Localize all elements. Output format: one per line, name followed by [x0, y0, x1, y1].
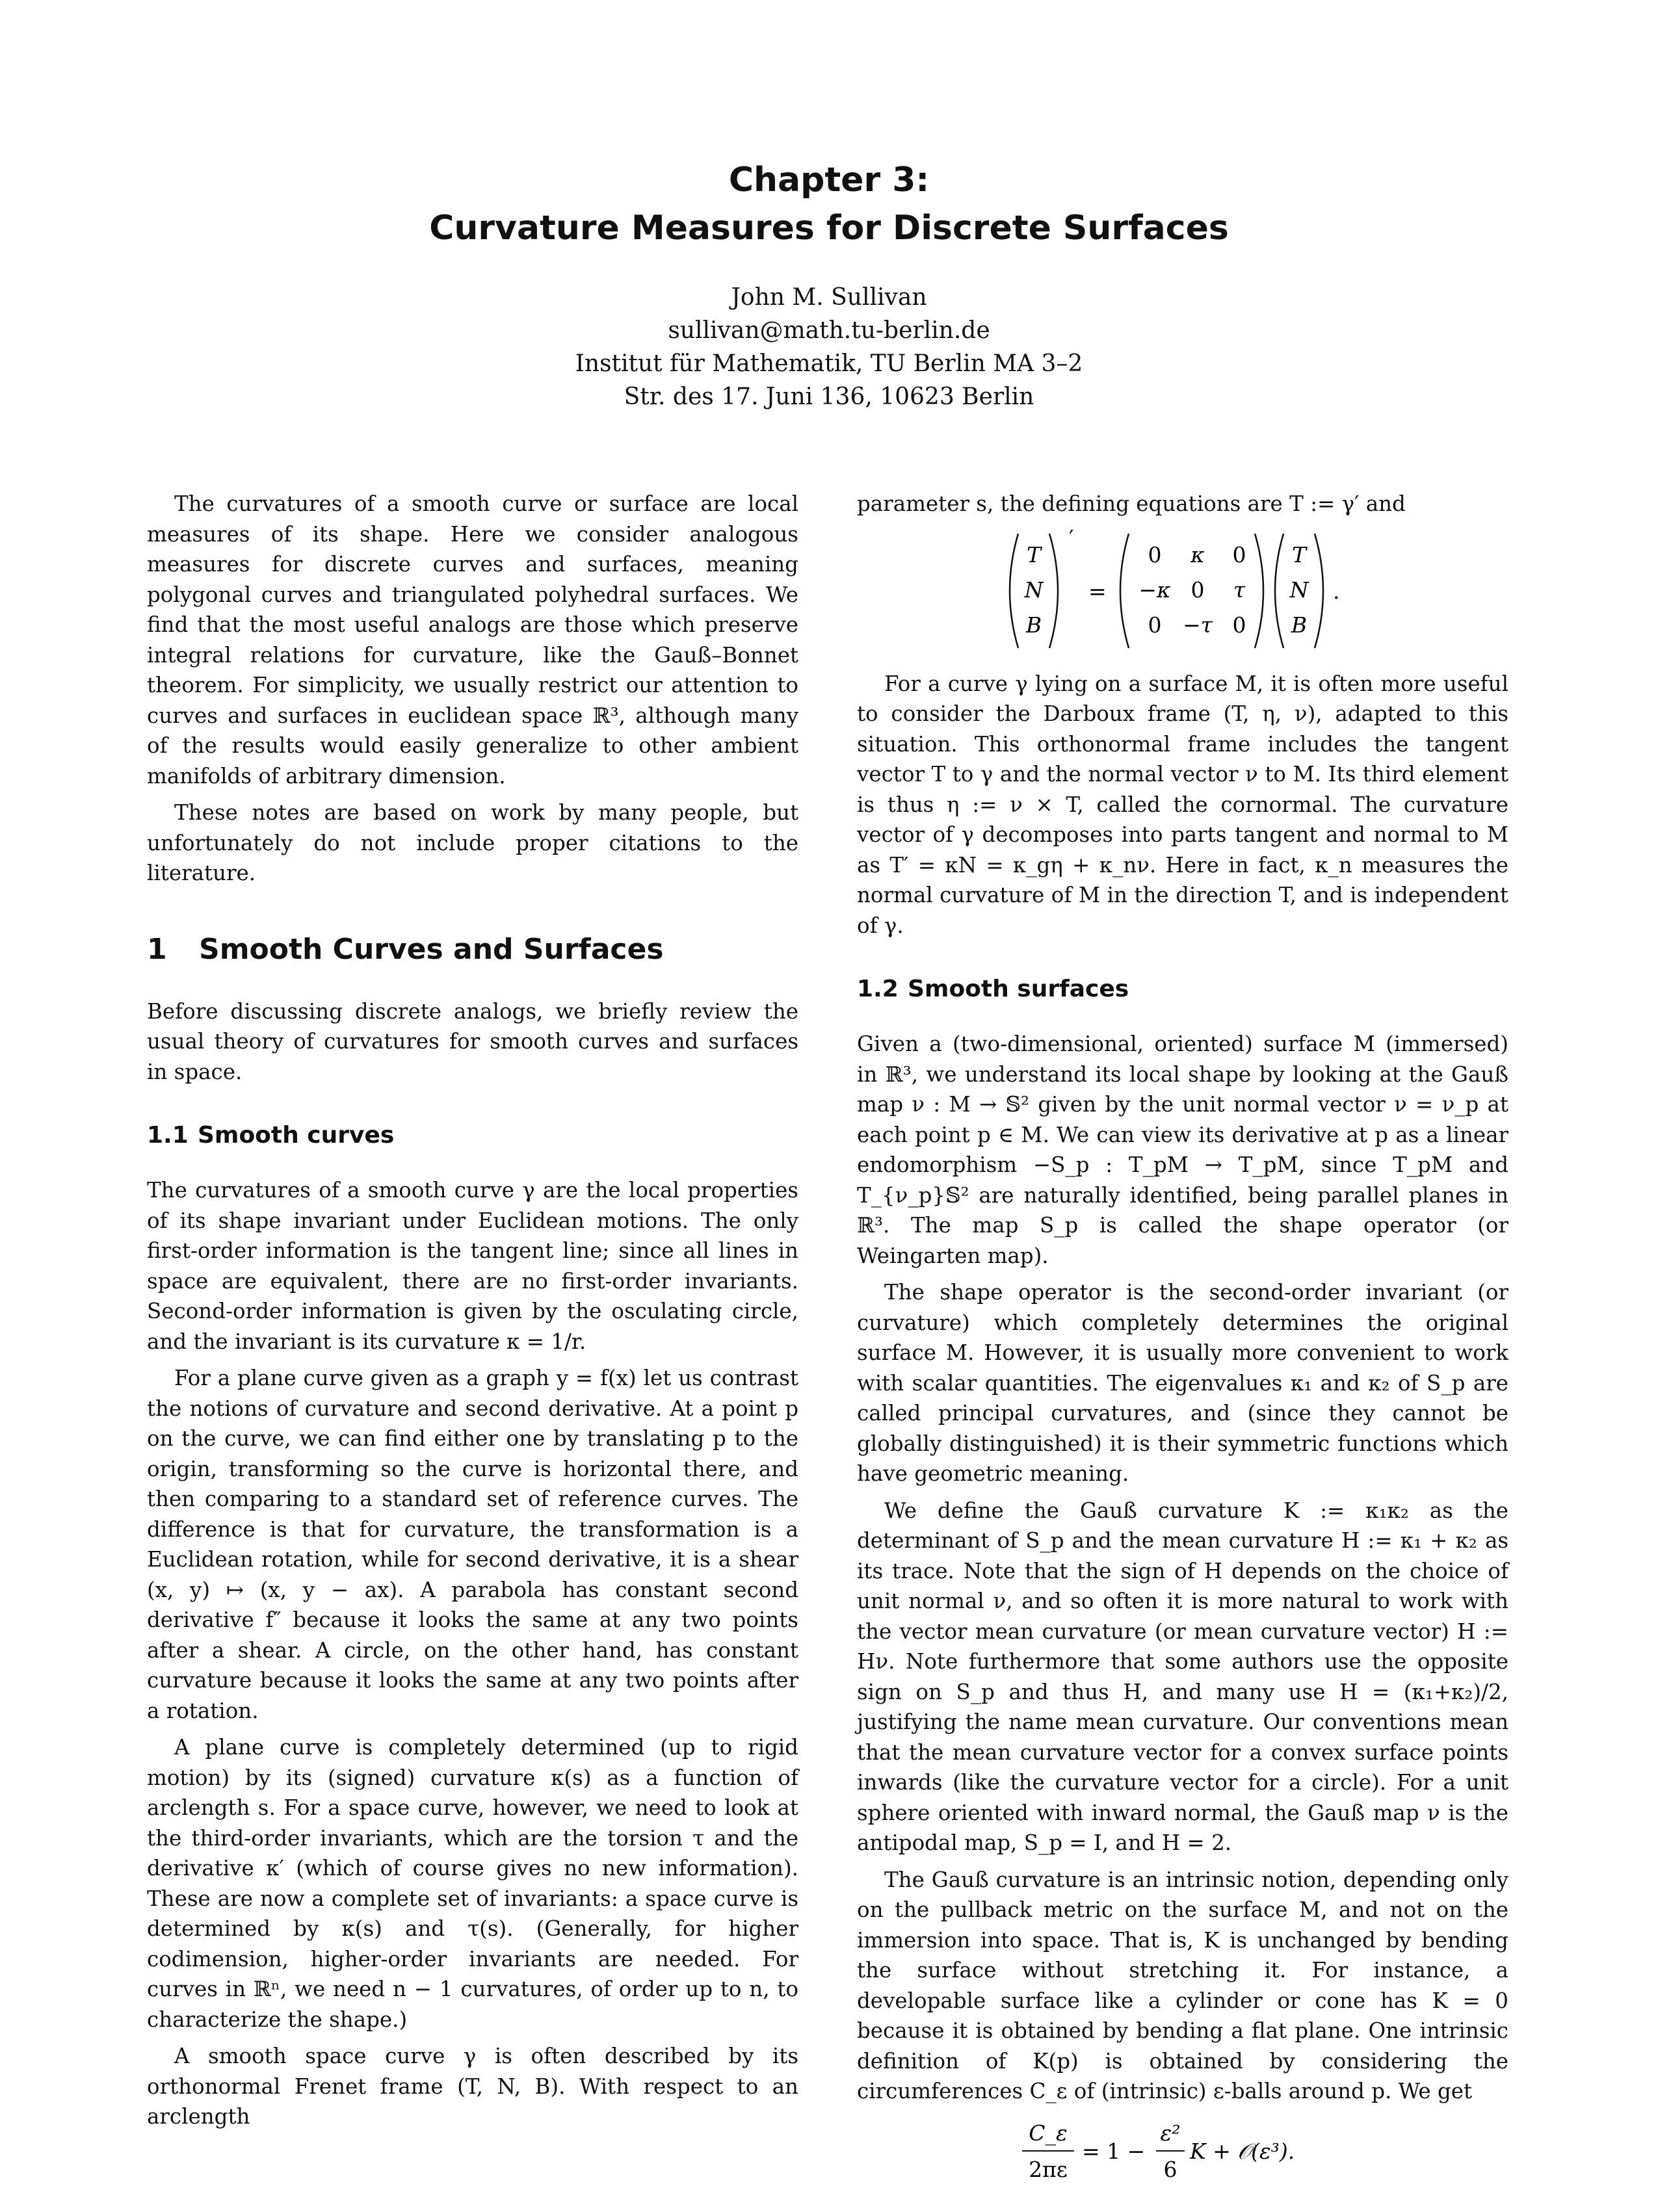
lhs-T: T [1026, 541, 1042, 567]
surfaces-paragraph-4: The Gauß curvature is an intrinsic notion, depending only on the pullback metric on the surface M, and not on the immersion into space. That is, K is unchanged by bending the surface without stretching it. For instance, a developable surface like a cylinder or cone has K = 0 because it is obtained by bending a flat plane. One intrinsic definition of K(p) is obtained by considering the circumferences C_ε of (intrinsic) ε-balls around p. We get [857, 1867, 1508, 2103]
author-block [0, 281, 1658, 413]
section-1-heading [147, 931, 798, 968]
section-1-paragraph: Before discussing discrete analogs, we briefly review the usual theory of curvatures for smooth curves and surfaces in space. [147, 998, 798, 1084]
m13: 0 [1232, 541, 1246, 567]
curves-paragraph-4: A smooth space curve γ is often described by its orthonormal Frenet frame (T, N, B). With respect to an arclength [147, 2044, 798, 2129]
prime-mark: ′ [1069, 525, 1074, 551]
frac-rhs-denominator: 6 [1163, 2156, 1178, 2182]
surfaces-paragraph-2: The shape operator is the second-order invariant (or curvature) which completely determines the original surface M. However, it is usually more convenient to work with scalar quantities. The eigenvalues κ₁ and κ₂ of S_p are called principal curvatures, and (since they cannot be globally distinguished) it is their symmetric functions which have geometric meaning. [857, 1280, 1508, 1486]
lhs-B: B [1025, 612, 1042, 638]
paren-right-close [1315, 534, 1323, 648]
m22: 0 [1191, 577, 1205, 603]
equation-period: . [1333, 578, 1340, 604]
paren-left-close [1049, 534, 1058, 648]
paren-right-open [1275, 534, 1283, 648]
frenet-matrix-svg [857, 526, 1508, 656]
rhs-N: N [1289, 577, 1309, 603]
title-line-1: Chapter 3: [728, 161, 930, 200]
surfaces-paragraph-3: We define the Gauß curvature K := κ₁κ₂ as the determinant of S_p and the mean curvature H := κ₁ + κ₂ as its trace. Note that the sign of H depends on the choice of unit normal ν, and so often it is more natural to work with the vector mean curvature (or mean curvature vector) H := Hν. Note furthermore that some authors use the opposite sign on S_p and thus H, and many use H = (κ₁+κ₂)/2, justifying the name mean curvature. Our conventions mean that the mean curvature vector for a convex surface points inwards (like the curvature vector for a circle). For a unit sphere oriented with inward normal, the Gauß map ν is the antipodal map, S_p = I, and H = 2. [857, 1498, 1508, 1855]
formula-svg [857, 2113, 1508, 2204]
paren-left-open [1010, 534, 1018, 648]
frac-lhs-numerator: C_ε [1029, 2120, 1068, 2146]
subsection-1-2-heading [857, 974, 1508, 1004]
circumference-formula [857, 2113, 1508, 2204]
rhs-T: T [1291, 541, 1307, 567]
author-institute: Institut für Mathematik, TU Berlin MA 3–2 [575, 350, 1083, 377]
subsection-1-1-heading [147, 1121, 798, 1151]
formula-equals: = 1 − [1082, 2138, 1146, 2164]
darboux-paragraph: For a curve γ lying on a surface M, it is often more useful to consider the Darboux frame (T, η, ν), adapted to this situation. This orthonormal frame includes the tangent vector T to γ and the normal vector ν to M. Its third element is thus η := ν × T, called the cornormal. The curvature vector of γ decomposes into parts tangent and normal to M as T′ = κN = κ_gη + κ_nν. Here in fact, κ_n measures the normal curvature of M in the direction T, and is independent of γ. [857, 671, 1508, 938]
author-name: John M. Sullivan [731, 284, 927, 311]
author-address: Str. des 17. Juni 136, 10623 Berlin [624, 384, 1034, 410]
subsection-1-1-title: Smooth curves [198, 1122, 395, 1149]
m11: 0 [1148, 541, 1162, 567]
curves-paragraph-2: For a plane curve given as a graph y = f(x) let us contrast the notions of curvature and second derivative. At a point p on the curve, we can find either one by translating p to the origin, transforming so the curve is horizontal there, and then comparing to a standard set of reference curves. The difference is that for curvature, the transformation is a Euclidean rotation, while for second derivative, it is a shear (x, y) ↦ (x, y − ax). A parabola has constant second derivative f″ because it looks the same at any two points after a shear. A circle, on the other hand, has constant curvature because it looks the same at any two points after a rotation. [147, 1366, 798, 1723]
section-1-number: 1 [147, 932, 167, 966]
m32: −τ [1183, 612, 1213, 638]
paren-matrix-close [1255, 534, 1263, 648]
frac-lhs-denominator: 2πε [1029, 2156, 1068, 2182]
intro-paragraph-1: The curvatures of a smooth curve or surface are local measures of its shape. Here we consider analogous measures for discrete curves and surfaces, meaning polygonal curves and triangulated polyhedral surfaces. We find that the most useful analogs are those which preserve integral relations for curvature, like the Gauß–Bonnet theorem. For simplicity, we usually restrict our attention to curves and surfaces in euclidean space ℝ³, although many of the results would easily generalize to other ambient manifolds of arbitrary dimension. [147, 491, 798, 788]
curves-paragraph-1: The curvatures of a smooth curve γ are the local properties of its shape invariant under Euclidean motions. The only first-order information is the tangent line; since all lines in space are equivalent, there are no first-order invariants. Second-order information is given by the osculating circle, and the invariant is its curvature κ = 1/r. [147, 1178, 798, 1354]
subsection-1-2-title: Smooth surfaces [908, 976, 1129, 1002]
frac-rhs-numerator: ε² [1160, 2120, 1181, 2146]
m23: τ [1233, 577, 1246, 603]
m21: −κ [1138, 577, 1171, 603]
paren-matrix-open [1120, 534, 1129, 648]
title-line-2: Curvature Measures for Discrete Surfaces [429, 209, 1229, 248]
chapter-title [0, 156, 1658, 252]
lhs-N: N [1024, 577, 1044, 603]
m31: 0 [1148, 612, 1162, 638]
subsection-1-2-number: 1.2 [857, 976, 899, 1002]
equals-sign: = [1088, 578, 1107, 604]
surfaces-paragraph-1: Given a (two-dimensional, oriented) surface M (immersed) in ℝ³, we understand its local shape by looking at the Gauß map ν : M → 𝕊² given by the unit normal vector ν = ν_p at each point p ∈ M. We can view its derivative at p as a linear endomorphism −S_p : T_pM → T_pM, since T_pM and T_{ν_p}𝕊² are naturally identified, being parallel planes in ℝ³. The map S_p is called the shape operator (or Weingarten map). [857, 1032, 1508, 1268]
section-1-title: Smooth Curves and Surfaces [199, 932, 664, 966]
subsection-1-1-number: 1.1 [147, 1122, 189, 1149]
left-column [147, 489, 798, 2139]
author-email: sullivan@math.tu-berlin.de [668, 317, 990, 344]
frenet-equation [857, 526, 1508, 656]
rhs-B: B [1291, 612, 1308, 638]
m33: 0 [1232, 612, 1246, 638]
curves-paragraph-3: A plane curve is completely determined (up to rigid motion) by its (signed) curvature κ(s) as a function of arclength s. For a space curve, however, we need to look at the third-order invariants, which are the torsion τ and the derivative κ′ (which of course gives no new information). These are now a complete set of invariants: a space curve is determined by κ(s) and τ(s). (Generally, for higher codimension, higher-order invariants are needed. For curves in ℝⁿ, we need n − 1 curvatures, of order up to n, to characterize the shape.) [147, 1735, 798, 2032]
intro-paragraph-2: These notes are based on work by many people, but unfortunately do not include proper citations to the literature. [147, 800, 798, 885]
frenet-intro: parameter s, the defining equations are T := γ′ and [857, 491, 1406, 516]
right-column [857, 489, 1508, 2204]
m12: κ [1191, 541, 1205, 567]
formula-tail: K + 𝒪(ε³). [1190, 2138, 1295, 2164]
